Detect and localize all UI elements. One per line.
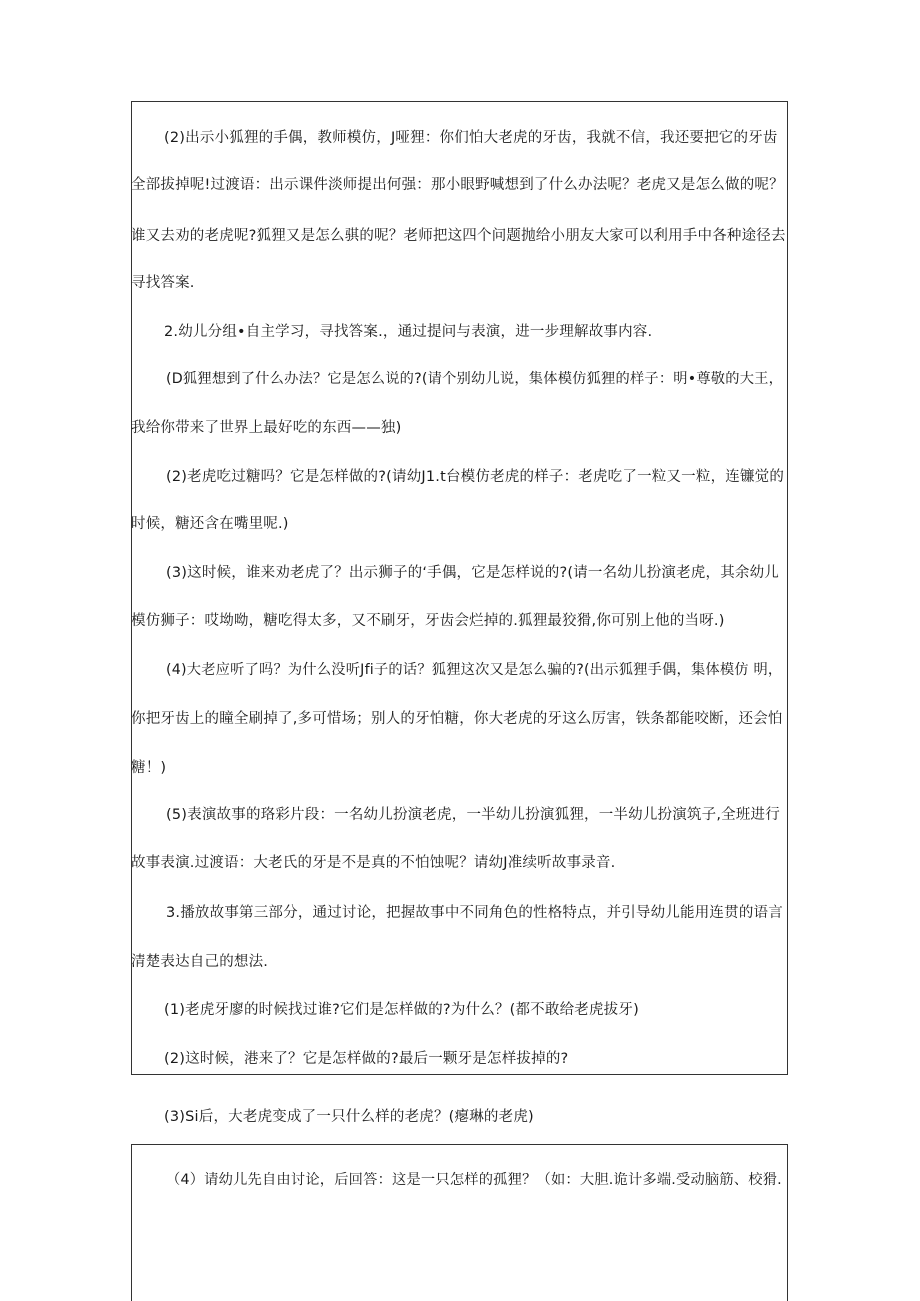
text-line-between-boxes: (3)Si后，大老虎变成了一只什么样的老虎？(瘪琳的老虎): [164, 1109, 534, 1125]
text-line-7: 我给你带来了世界上最好吃的东西——独): [131, 420, 402, 436]
text-line-10: (3)这时候，谁来劝老虎了？出示狮子的‘手偶，它是怎样说的?(请一名幼儿扮演老虎，其余幼儿: [166, 565, 779, 581]
text-line-13: 你把牙齿上的瞳全刷掉了,多可惜场；别人的牙怕糖，你大老虎的牙这么厉害，铁条都能咬断，还会怕: [131, 711, 783, 727]
text-line-lower-1: （4）请幼儿先自由讨论，后回答：这是一只怎样的孤狸？（如：大胆.诡计多端.受动脑筋、校猾.: [166, 1172, 782, 1188]
text-line-9: 时候，糖还含在嘴里呢.): [131, 516, 289, 532]
text-line-2: 全部拔掉呢!过渡语：出示课件淡师提出何强：那小眼野喊想到了什么办法呢？老虎又是怎么做的呢？: [131, 177, 784, 193]
text-line-17: 3.播放故事第三部分，通过讨论，把握故事中不同角色的性格特点，并引导幼儿能用连贯的语言: [166, 905, 783, 921]
text-line-6: (D狐狸想到了什么办法？它是怎么说的?(请个别幼儿说，集体模仿狐狸的样子：明•尊敬的大王，: [166, 371, 784, 387]
text-line-1: (2)出示小狐狸的手偶，教师模仿，J哑狸：你们怕大老虎的牙齿，我就不信，我还要把它的牙齿: [164, 130, 778, 146]
text-line-15: (5)表演故事的珞彩片段：一名幼儿扮演老虎，一半幼儿扮演狐狸，一半幼儿扮演筑子,全班进行: [166, 807, 780, 823]
text-line-5: 2.幼儿分组•自主学习，寻找答案.，通过提问与表演，进一步理解故事内容.: [164, 324, 653, 340]
text-line-8: (2)老虎吃过糖吗？它是怎样做的?(请幼J1.t台模仿老虎的样子：老虎吃了一粒又一粒，连镰觉的: [166, 469, 785, 485]
text-line-14: 糖！): [131, 760, 167, 776]
text-line-11: 模仿狮子：哎坳呦，糖吃得太多，又不刷牙，牙齿会烂掉的.狐狸最狡猾,你可别上他的当呀.): [131, 613, 725, 629]
text-line-20: (2)这时候，港来了？它是怎样做的?最后一颗牙是怎样拔掉的?: [164, 1051, 569, 1067]
text-line-12: (4)大老应听了吗？为什么没听Jfi子的话？狐狸这次又是怎么骗的?(出示狐狸手偶，集体模仿 明，: [166, 662, 783, 678]
text-line-3: 谁又去劝的老虎呢?狐狸又是怎么骐的呢？老师把这四个问题抛给小朋友大家可以利用手中各种途径去: [131, 228, 786, 244]
text-line-16: 故事表演.过渡语：大老氏的牙是不是真的不怕蚀呢？请幼J准续听故事录音.: [131, 855, 616, 871]
content-box-upper: [131, 101, 788, 1075]
text-line-18: 清楚表达自己的想法.: [131, 954, 269, 970]
text-line-4: 寻找答案.: [131, 275, 195, 291]
content-box-lower: [131, 1144, 788, 1301]
text-line-19: (1)老虎牙廖的时候找过谁?它们是怎样做的?为什么？(都不敢给老虎拔牙): [164, 1002, 639, 1018]
